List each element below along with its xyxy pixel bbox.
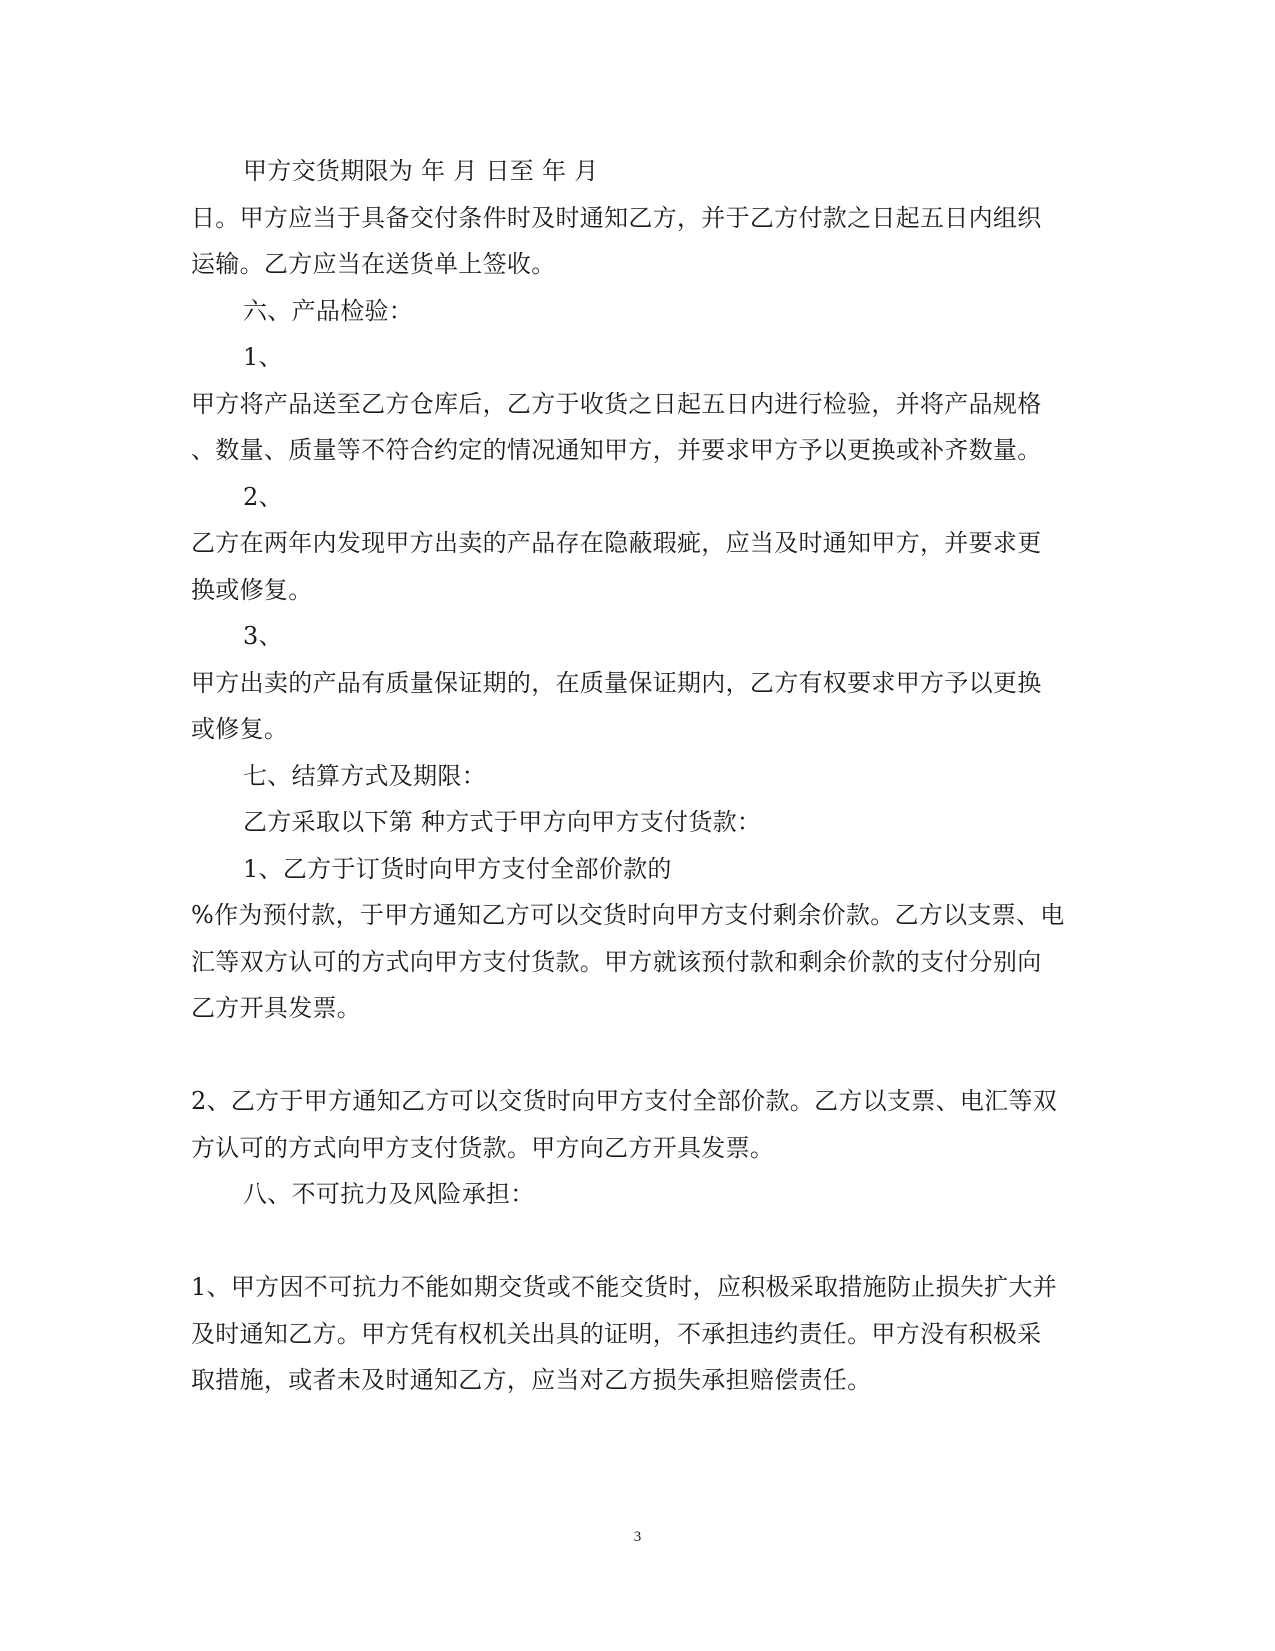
list-marker: 2、 bbox=[243, 483, 283, 511]
text-line: 日。甲方应当于具备交付条件时及时通知乙方，并于乙方付款之日起五日内组织 bbox=[191, 204, 1042, 232]
text-line: 、数量、质量等不符合约定的情况通知甲方，并要求甲方予以更换或补齐数量。 bbox=[191, 436, 1042, 464]
page-number: 3 bbox=[633, 1529, 642, 1545]
text-line: 乙方开具发票。 bbox=[191, 994, 362, 1022]
text-line: 2、乙方于甲方通知乙方可以交货时向甲方支付全部价款。乙方以支票、电汇等双 bbox=[191, 1087, 1058, 1115]
text-line: 乙方采取以下第 种方式于甲方向甲方支付货款： bbox=[243, 808, 762, 836]
text-line: 甲方将产品送至乙方仓库后，乙方于收货之日起五日内进行检验，并将产品规格 bbox=[191, 390, 1042, 418]
text-line: 取措施，或者未及时通知乙方，应当对乙方损失承担赔偿责任。 bbox=[191, 1366, 872, 1394]
text-line: 甲方交货期限为 年 月 日至 年 月 bbox=[243, 157, 599, 185]
section-heading: 七、结算方式及期限： bbox=[243, 762, 486, 790]
text-line: 汇等双方认可的方式向甲方支付货款。甲方就该预付款和剩余价款的支付分别向 bbox=[191, 948, 1042, 976]
text-line: 甲方出卖的产品有质量保证期的，在质量保证期内，乙方有权要求甲方予以更换 bbox=[191, 669, 1042, 697]
text-line: 运输。乙方应当在送货单上签收。 bbox=[191, 250, 556, 278]
text-line: 及时通知乙方。甲方凭有权机关出具的证明，不承担违约责任。甲方没有积极采 bbox=[191, 1320, 1042, 1348]
text-line: %作为预付款，于甲方通知乙方可以交货时向甲方支付剩余价款。乙方以支票、电 bbox=[191, 901, 1065, 929]
text-line: 换或修复。 bbox=[191, 576, 313, 604]
list-marker: 1、 bbox=[243, 343, 283, 371]
section-heading: 六、产品检验： bbox=[243, 297, 414, 325]
text-line: 或修复。 bbox=[191, 715, 289, 743]
text-line: 方认可的方式向甲方支付货款。甲方向乙方开具发票。 bbox=[191, 1134, 775, 1162]
section-heading: 八、不可抗力及风险承担： bbox=[243, 1180, 535, 1208]
text-line: 1、乙方于订货时向甲方支付全部价款的 bbox=[243, 855, 672, 883]
text-line: 1、甲方因不可抗力不能如期交货或不能交货时，应积极采取措施防止损失扩大并 bbox=[191, 1273, 1058, 1301]
list-marker: 3、 bbox=[243, 622, 283, 650]
text-line: 乙方在两年内发现甲方出卖的产品存在隐蔽瑕疵，应当及时通知甲方，并要求更 bbox=[191, 529, 1042, 557]
